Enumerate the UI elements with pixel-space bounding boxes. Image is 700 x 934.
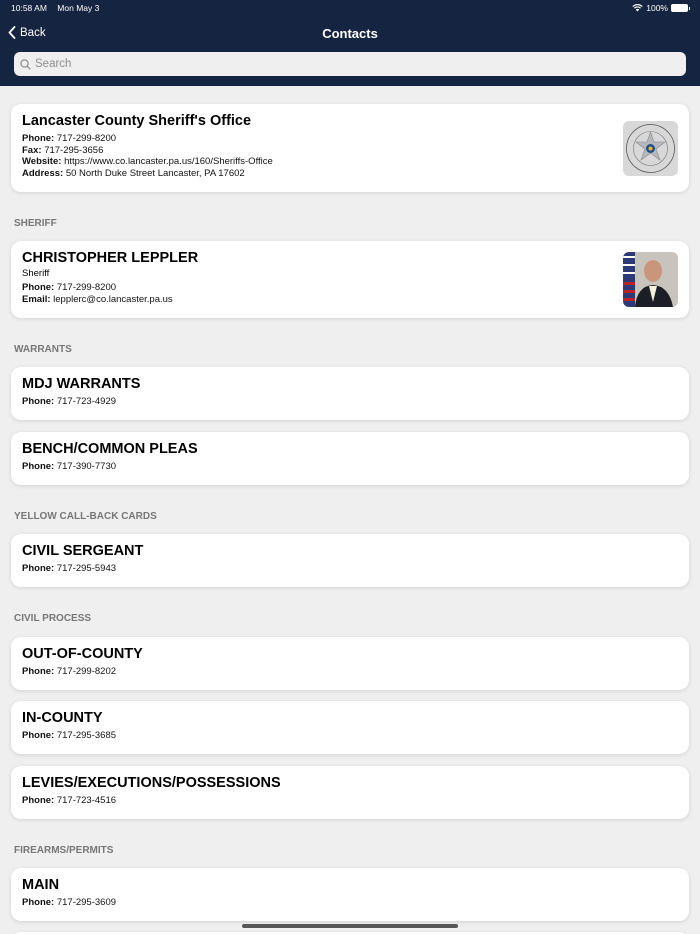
contact-name: LEVIES/EXECUTIONS/POSSESSIONS xyxy=(22,775,281,791)
battery-icon xyxy=(671,4,688,12)
section-header-yellow-call-back-cards: YELLOW CALL-BACK CARDS xyxy=(14,511,157,522)
section-header-warrants: WARRANTS xyxy=(14,344,72,355)
navigation-bar xyxy=(0,0,700,86)
contact-phone[interactable]: Phone: 717-295-3685 xyxy=(22,730,117,741)
search-bar[interactable] xyxy=(14,52,686,76)
contact-card[interactable] xyxy=(11,367,689,420)
contact-name: MDJ WARRANTS xyxy=(22,376,141,392)
office-fax: Fax: 717-295-3656 xyxy=(22,144,104,156)
status-bar-right xyxy=(632,3,688,13)
home-indicator[interactable] xyxy=(242,924,458,928)
battery-percent: 100% xyxy=(646,3,668,13)
status-time: 10:58 AM xyxy=(11,3,47,13)
contact-name: OUT-OF-COUNTY xyxy=(22,646,143,662)
contact-name: BENCH/COMMON PLEAS xyxy=(22,441,198,457)
sheriff-title: Sheriff xyxy=(22,268,50,279)
page-title: Contacts xyxy=(322,26,378,41)
office-website[interactable]: Website: https://www.co.lancaster.pa.us/160/Sheriffs-Office xyxy=(22,156,273,168)
contact-card[interactable] xyxy=(11,637,689,690)
contact-card[interactable] xyxy=(11,432,689,485)
status-bar-left xyxy=(11,3,107,13)
contact-name: CIVIL SERGEANT xyxy=(22,543,144,559)
sheriff-name: CHRISTOPHER LEPPLER xyxy=(22,250,199,266)
contact-phone[interactable]: Phone: 717-723-4516 xyxy=(22,795,117,806)
sheriff-card[interactable] xyxy=(11,241,689,318)
contact-phone[interactable]: Phone: 717-723-4929 xyxy=(22,396,117,407)
sheriff-photo xyxy=(623,252,678,307)
office-address[interactable]: Address: 50 North Duke Street Lancaster, PA 17602 xyxy=(22,168,245,180)
sheriff-phone[interactable]: Phone: 717-299-8200 xyxy=(22,282,117,293)
contact-phone[interactable]: Phone: 717-299-8202 xyxy=(22,666,117,677)
wifi-icon xyxy=(632,4,643,12)
contact-phone[interactable]: Phone: 717-295-3609 xyxy=(22,897,117,908)
search-input[interactable] xyxy=(35,58,635,70)
office-phone[interactable]: Phone: 717-299-8200 xyxy=(22,133,117,144)
contact-card[interactable] xyxy=(11,534,689,587)
search-icon xyxy=(20,59,31,70)
section-header-firearms-permits: FIREARMS/PERMITS xyxy=(14,845,114,856)
contact-card[interactable] xyxy=(11,766,689,819)
sheriff-badge-icon xyxy=(623,121,678,176)
office-card[interactable] xyxy=(11,104,689,192)
section-header-civil-process: CIVIL PROCESS xyxy=(14,613,92,624)
office-name: Lancaster County Sheriff's Office xyxy=(22,113,252,129)
contact-card[interactable] xyxy=(11,868,689,921)
status-date: Mon May 3 xyxy=(57,3,100,13)
contact-name: IN-COUNTY xyxy=(22,710,103,726)
back-label: Back xyxy=(20,26,46,39)
contact-phone[interactable]: Phone: 717-295-5943 xyxy=(22,563,117,574)
contact-card[interactable] xyxy=(11,701,689,754)
contact-phone[interactable]: Phone: 717-390-7730 xyxy=(22,461,117,472)
contact-name: MAIN xyxy=(22,877,60,893)
section-header-sheriff: SHERIFF xyxy=(14,218,57,229)
sheriff-email[interactable]: Email: lepplerc@co.lancaster.pa.us xyxy=(22,293,173,305)
